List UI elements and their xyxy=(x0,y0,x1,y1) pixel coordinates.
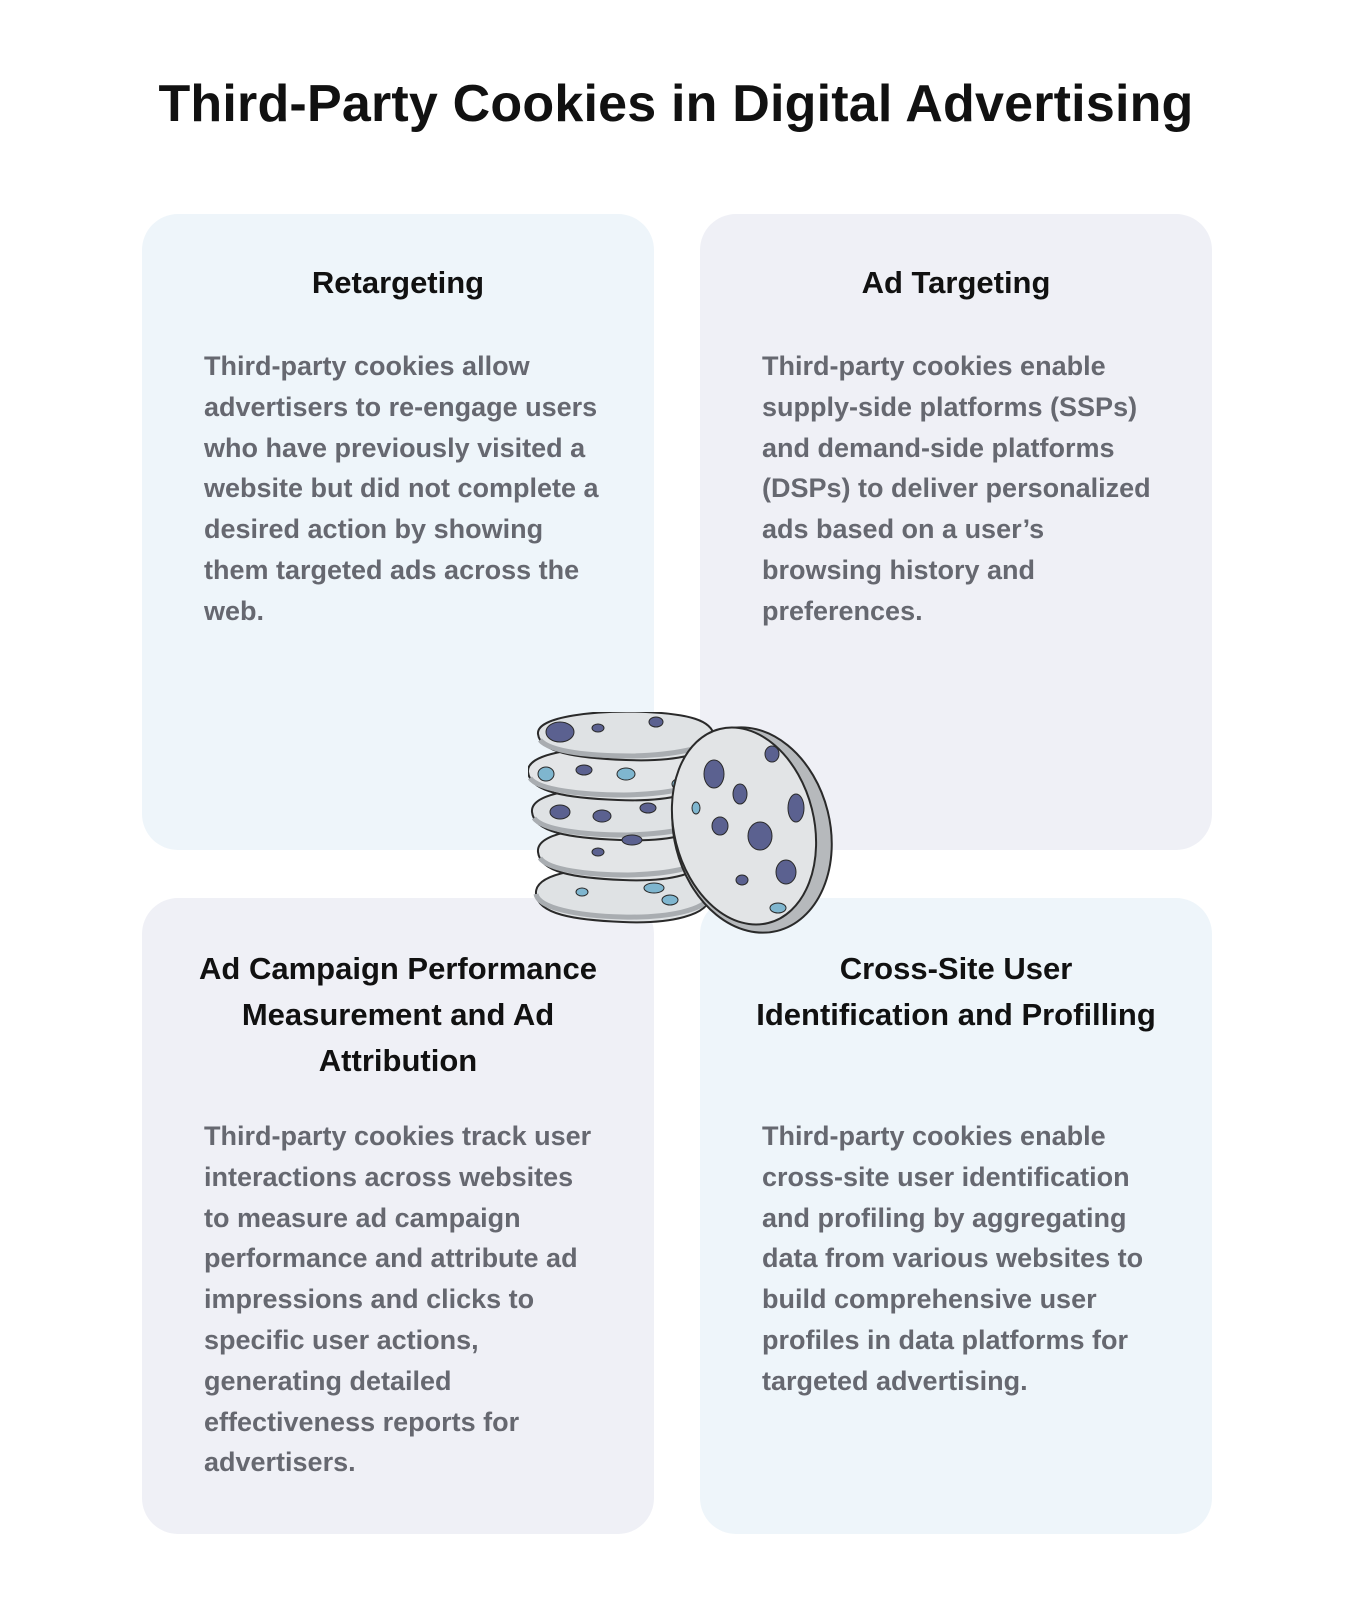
card-description: Third-party cookies track user interactions across websites to measure ad campaign performance and attribute ad impressions and clicks to specific user actions, generating detailed effectiveness reports for advertisers. xyxy=(204,1121,592,1478)
card-cross-site-profiling xyxy=(700,898,1212,1534)
cookie-stack-icon xyxy=(528,712,838,946)
card-description: Third-party cookies allow advertisers to re-engage users who have previously visited a website but did not complete a desired action by showing them targeted ads across the web. xyxy=(204,351,599,626)
card-description: Third-party cookies enable supply-side platforms (SSPs) and demand-side platforms (DSPs) to deliver personalized ads based on a user’s browsing history and preferences. xyxy=(762,351,1151,626)
card-campaign-measurement xyxy=(142,898,654,1534)
card-title: Cross-Site User Identification and Profilling xyxy=(756,951,1156,1032)
card-title: Ad Targeting xyxy=(861,265,1051,300)
card-description: Third-party cookies enable cross-site user identification and profiling by aggregating data from various websites to build comprehensive user profiles in data platforms for targeted advertising. xyxy=(762,1121,1144,1396)
page-title: Third-Party Cookies in Digital Advertising xyxy=(158,75,1194,133)
card-title: Ad Campaign Performance Measurement and Ad Attribution xyxy=(199,951,597,1078)
card-title: Retargeting xyxy=(311,265,485,300)
